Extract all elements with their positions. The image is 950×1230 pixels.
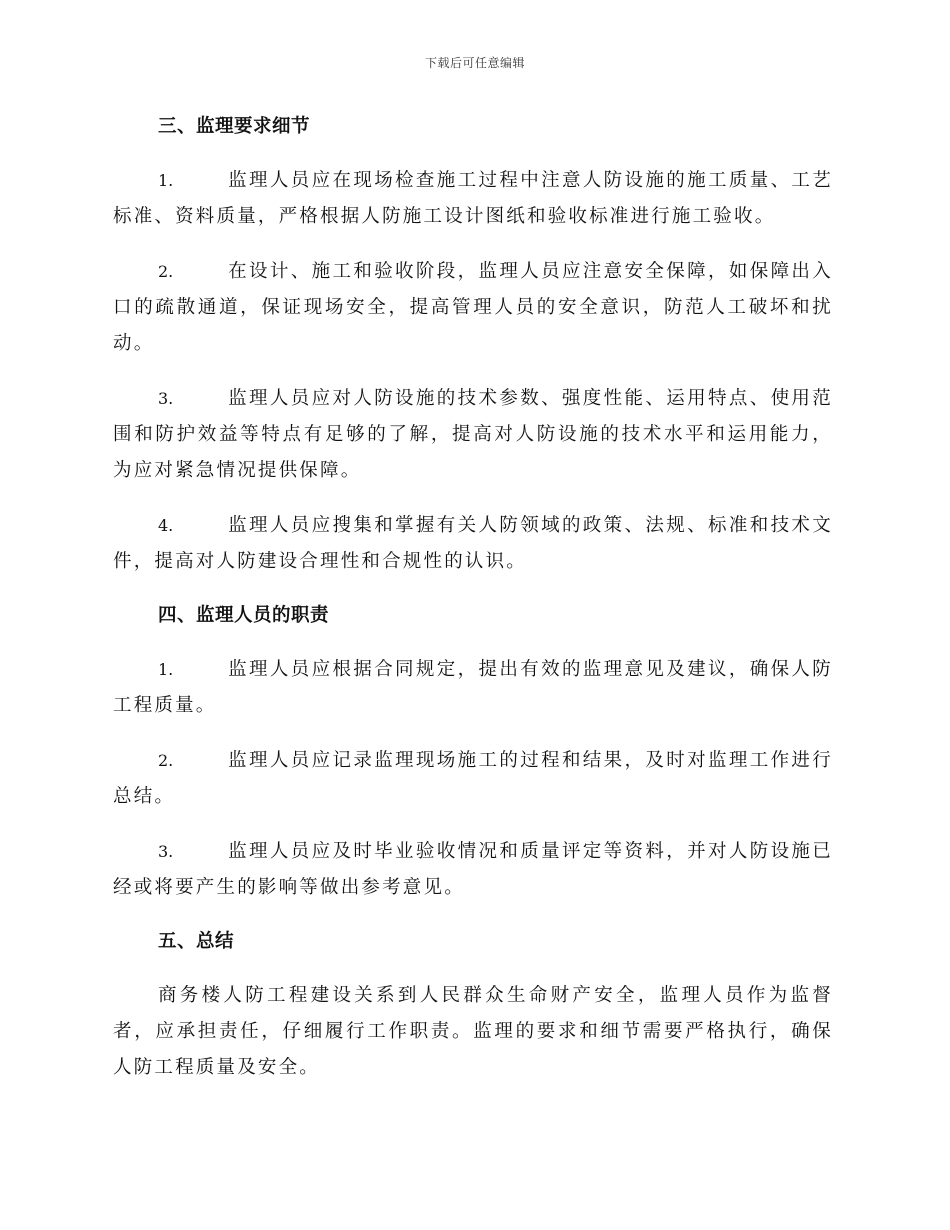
list-item [113,381,833,489]
summary-paragraph: 商务楼人防工程建设关系到人民群众生命财产安全，监理人员作为监督者，应承担责任，仔细履行工作职责。监理的要求和细节需要严格执行，确保人防工程质量及安全。 [113,985,833,1078]
list-item-number: 4. [158,516,174,535]
list-item-text: 监理人员应记录监理现场施工的过程和结果，及时对监理工作进行总结。 [113,750,833,807]
list-item-number: 2. [158,751,174,770]
list-item-number: 1. [158,660,174,679]
list-item-text: 监理人员应搜集和掌握有关人防领域的政策、法规、标准和技术文件，提高对人防建设合理性和合规性的认识。 [113,515,833,572]
list-item-number: 1. [158,171,174,190]
section-heading: 四、监理人员的职责 [158,605,330,626]
list-item [113,254,833,362]
list-item-number: 3. [158,389,174,408]
list-item [113,834,833,906]
list-item-text: 在设计、施工和验收阶段，监理人员应注意安全保障，如保障出入口的疏散通道，保证现场安全，提高管理人员的安全意识，防范人工破坏和扰动。 [113,261,833,354]
list-item-text: 监理人员应对人防设施的技术参数、强度性能、运用特点、使用范围和防护效益等特点有足够的了解，提高对人防设施的技术水平和运用能力，为应对紧急情况提供保障。 [113,388,833,481]
list-item-text: 监理人员应在现场检查施工过程中注意人防设施的施工质量、工艺标准、资料质量，严格根据人防施工设计图纸和验收标准进行施工验收。 [113,170,833,227]
page-header: 下载后可任意编辑 [424,56,525,70]
list-item-number: 2. [158,262,174,281]
list-item [113,652,833,724]
section-heading: 五、总结 [158,931,235,952]
list-item-number: 3. [158,842,174,861]
document-body [113,110,833,1086]
list-item-text: 监理人员应根据合同规定，提出有效的监理意见及建议，确保人防工程质量。 [113,659,833,716]
list-item-text: 监理人员应及时毕业验收情况和质量评定等资料，并对人防设施已经或将要产生的影响等做出参考意见。 [113,841,833,898]
list-item [113,743,833,815]
list-item [113,508,833,580]
list-item [113,163,833,235]
section-heading: 三、监理要求细节 [158,116,311,137]
